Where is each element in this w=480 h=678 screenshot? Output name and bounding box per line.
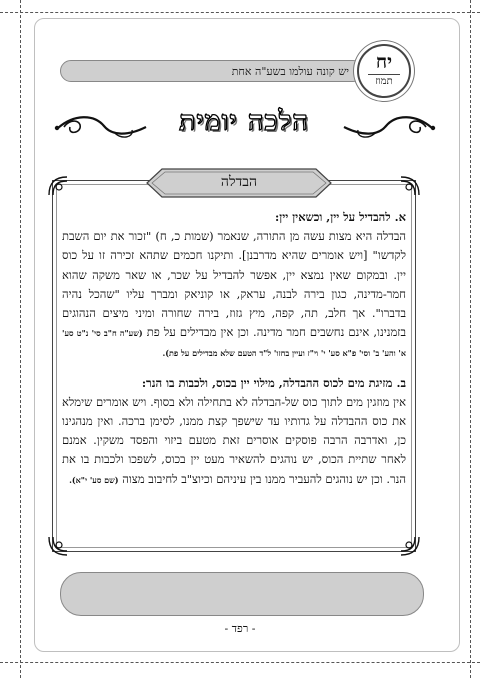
paragraph-2 xyxy=(62,374,406,490)
page-number: - רפד - xyxy=(224,622,256,635)
page-title: הלכה יומית xyxy=(179,106,309,137)
title-row xyxy=(50,104,438,148)
paragraph-1-source-ref: (שע"ה ח"ב סי' נ"ט סע' א' והע' ב' וסי' פ"א סע' י' וי"ז ועיין בחזו' ל"ד הטעם שלא מבדילים על פת). xyxy=(62,328,406,359)
corner-ornament-bottom-left xyxy=(47,531,73,557)
running-header-title: יש קונה עולמו בשע"ה אחת xyxy=(231,64,349,78)
halacha-body xyxy=(62,208,406,500)
corner-ornament-top-right xyxy=(395,175,421,201)
badge-month: תמוז xyxy=(375,76,393,87)
paragraph-2-text: אין מוזגין מים לתוך כוס של-הבדלה לא בתחילה ולא בסוף. ויש אומרים שימלא את כוס ההבדלה על גדותיו עד שישפך קצת ממנו, לסימן ברכה. ואין מנהגינו כן, ואדרבה הרבה פוסקים אוסרים זאת מטעם ביזוי והפסד משקין. אמנם לאחר שתיית הכוס, יש נוהגים להשאיר מעט יין בכוס, לשפכו ולכבות בו את הנר. וכן יש נוהגים להעביר ממנו בין עיניהם וכיוצ"ב לחיבוב מצוה xyxy=(62,394,406,486)
crop-line-right xyxy=(470,0,471,678)
paragraph-2-source-ref: (שם סע' י"א). xyxy=(69,474,119,485)
day-badge xyxy=(357,44,411,98)
right-flourish-ornament xyxy=(340,112,436,142)
section-header-tab xyxy=(146,168,332,198)
crop-line-top xyxy=(0,12,480,13)
section-title: הבדלה xyxy=(220,174,258,190)
running-header-bar xyxy=(60,60,364,82)
badge-divider xyxy=(368,74,400,75)
corner-ornament-top-left xyxy=(47,175,73,201)
paragraph-2-heading: ב. מזיגת מים לכוס ההבדלה, מילוי יין בכוס, ולכבות בו הנר: xyxy=(141,375,406,390)
footer-bar xyxy=(60,572,424,616)
badge-day-number: יח xyxy=(375,51,393,73)
crop-line-left xyxy=(20,0,21,678)
corner-ornament-bottom-right xyxy=(395,531,421,557)
paragraph-1-text: הבדלה היא מצות עשה מן התורה, שנאמר (שמות כ, ח) "זכור את יום השבת לקדשו" [ויש אומרים שהיא מדרבנן]. ותיקנו חכמים שתהא זכירה זו על כוס יין. ובמקום שאין נמצא יין, אפשר להבדיל על שכר, או שאר משקה שהוא חמר-מדינה, כגון בירה לבנה, עראק, או קוניאק ומברך עליו "שהכל נהיה בדברו". אך חלב, תה, קפה, מיץ גזוז, בירה שחורה ומיני מיצים הנהוגים בזמנינו, אינם נחשבים חמר מדינה. וכן אין מבדילים על פת xyxy=(62,229,407,340)
paragraph-1-heading: א. להבדיל על יין, וכשאין יין: xyxy=(275,210,406,224)
crop-line-bottom xyxy=(0,662,480,663)
paragraph-1 xyxy=(62,208,406,364)
